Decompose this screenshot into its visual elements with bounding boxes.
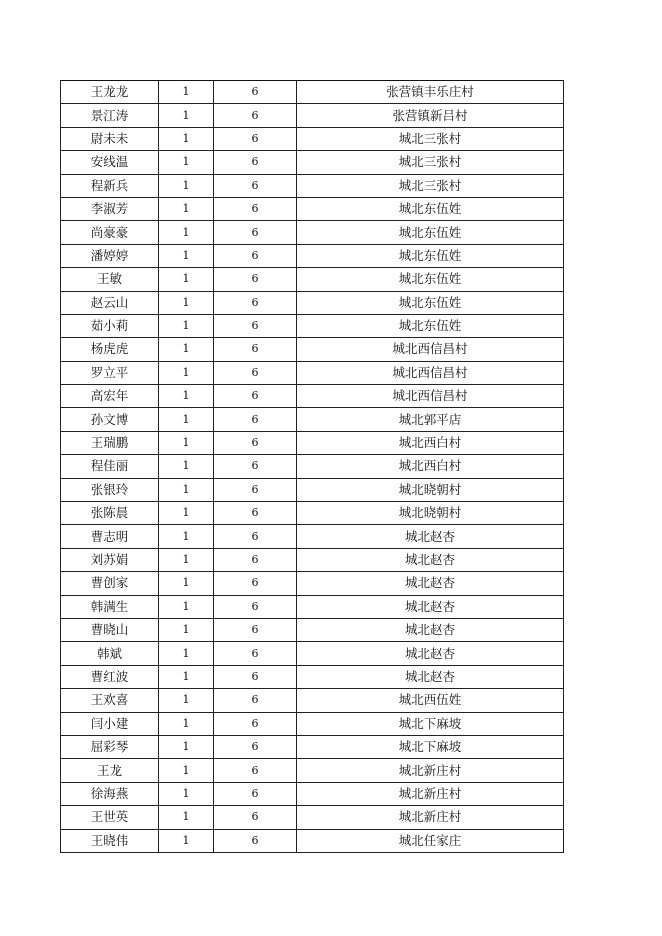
cell-name: 刘苏娟 [61, 548, 159, 571]
cell-place: 城北任家庄 [297, 829, 564, 852]
cell-count: 1 [159, 782, 214, 805]
cell-name: 李淑芳 [61, 197, 159, 220]
cell-count: 1 [159, 268, 214, 291]
cell-count: 1 [159, 151, 214, 174]
table-row [61, 104, 564, 127]
cell-place: 城北东伍姓 [297, 197, 564, 220]
cell-name: 孙文博 [61, 408, 159, 431]
cell-place: 城北新庄村 [297, 782, 564, 805]
cell-count: 1 [159, 244, 214, 267]
cell-name: 王敏 [61, 268, 159, 291]
table-row [61, 759, 564, 782]
cell-code: 6 [214, 174, 297, 197]
cell-name: 张陈晨 [61, 502, 159, 525]
cell-code: 6 [214, 782, 297, 805]
cell-name: 程佳丽 [61, 455, 159, 478]
cell-name: 王晓伟 [61, 829, 159, 852]
table-row [61, 314, 564, 337]
cell-name: 王欢喜 [61, 689, 159, 712]
cell-code: 6 [214, 618, 297, 641]
cell-name: 王世英 [61, 806, 159, 829]
cell-name: 尚豪豪 [61, 221, 159, 244]
data-table [60, 80, 564, 853]
cell-place: 城北东伍姓 [297, 291, 564, 314]
table-row [61, 642, 564, 665]
table-row [61, 81, 564, 104]
cell-code: 6 [214, 525, 297, 548]
table-row [61, 572, 564, 595]
cell-place: 城北西信昌村 [297, 385, 564, 408]
cell-name: 赵云山 [61, 291, 159, 314]
cell-code: 6 [214, 221, 297, 244]
cell-count: 1 [159, 759, 214, 782]
cell-place: 城北东伍姓 [297, 244, 564, 267]
cell-name: 罗立平 [61, 361, 159, 384]
cell-place: 城北新庄村 [297, 806, 564, 829]
cell-place: 城北赵杏 [297, 595, 564, 618]
table-row [61, 221, 564, 244]
cell-code: 6 [214, 735, 297, 758]
cell-place: 城北西白村 [297, 455, 564, 478]
cell-place: 城北三张村 [297, 174, 564, 197]
cell-name: 曹志明 [61, 525, 159, 548]
cell-code: 6 [214, 759, 297, 782]
cell-code: 6 [214, 431, 297, 454]
cell-count: 1 [159, 525, 214, 548]
cell-code: 6 [214, 385, 297, 408]
cell-place: 城北下麻坡 [297, 712, 564, 735]
cell-count: 1 [159, 408, 214, 431]
cell-count: 1 [159, 572, 214, 595]
cell-count: 1 [159, 127, 214, 150]
cell-name: 曹创家 [61, 572, 159, 595]
table-row [61, 268, 564, 291]
cell-count: 1 [159, 81, 214, 104]
cell-code: 6 [214, 642, 297, 665]
cell-count: 1 [159, 595, 214, 618]
table-row [61, 244, 564, 267]
cell-place: 城北西信昌村 [297, 361, 564, 384]
cell-code: 6 [214, 291, 297, 314]
cell-name: 徐海燕 [61, 782, 159, 805]
table-row [61, 525, 564, 548]
cell-count: 1 [159, 548, 214, 571]
cell-count: 1 [159, 221, 214, 244]
cell-count: 1 [159, 104, 214, 127]
cell-count: 1 [159, 314, 214, 337]
cell-place: 城北晓朝村 [297, 502, 564, 525]
cell-place: 城北新庄村 [297, 759, 564, 782]
cell-place: 城北西信昌村 [297, 338, 564, 361]
cell-count: 1 [159, 361, 214, 384]
cell-name: 闫小建 [61, 712, 159, 735]
cell-code: 6 [214, 595, 297, 618]
cell-place: 城北西白村 [297, 431, 564, 454]
cell-count: 1 [159, 197, 214, 220]
cell-code: 6 [214, 244, 297, 267]
table-row [61, 829, 564, 852]
cell-name: 韩满生 [61, 595, 159, 618]
cell-count: 1 [159, 806, 214, 829]
cell-name: 韩斌 [61, 642, 159, 665]
cell-place: 城北赵杏 [297, 525, 564, 548]
table-row [61, 689, 564, 712]
cell-count: 1 [159, 665, 214, 688]
table-row [61, 478, 564, 501]
cell-name: 安线温 [61, 151, 159, 174]
cell-code: 6 [214, 829, 297, 852]
table-row [61, 618, 564, 641]
table-row [61, 782, 564, 805]
cell-count: 1 [159, 618, 214, 641]
cell-place: 城北东伍姓 [297, 268, 564, 291]
cell-name: 景江涛 [61, 104, 159, 127]
table-row [61, 127, 564, 150]
cell-count: 1 [159, 455, 214, 478]
cell-place: 城北赵杏 [297, 548, 564, 571]
cell-count: 1 [159, 338, 214, 361]
cell-name: 高宏年 [61, 385, 159, 408]
cell-name: 曹晓山 [61, 618, 159, 641]
cell-place: 张营镇丰乐庄村 [297, 81, 564, 104]
cell-place: 城北郭平店 [297, 408, 564, 431]
cell-code: 6 [214, 548, 297, 571]
table-row [61, 291, 564, 314]
table-row [61, 361, 564, 384]
cell-count: 1 [159, 431, 214, 454]
cell-name: 王龙 [61, 759, 159, 782]
cell-code: 6 [214, 689, 297, 712]
cell-place: 城北下麻坡 [297, 735, 564, 758]
table-row [61, 665, 564, 688]
cell-place: 城北赵杏 [297, 665, 564, 688]
cell-code: 6 [214, 665, 297, 688]
cell-code: 6 [214, 127, 297, 150]
cell-name: 杨虎虎 [61, 338, 159, 361]
cell-count: 1 [159, 174, 214, 197]
cell-name: 张银玲 [61, 478, 159, 501]
cell-name: 屈彩琴 [61, 735, 159, 758]
cell-code: 6 [214, 455, 297, 478]
table-row [61, 174, 564, 197]
cell-count: 1 [159, 829, 214, 852]
cell-count: 1 [159, 291, 214, 314]
table-row [61, 151, 564, 174]
table-row [61, 431, 564, 454]
cell-code: 6 [214, 104, 297, 127]
cell-count: 1 [159, 385, 214, 408]
cell-code: 6 [214, 806, 297, 829]
cell-count: 1 [159, 478, 214, 501]
cell-code: 6 [214, 408, 297, 431]
cell-code: 6 [214, 572, 297, 595]
cell-code: 6 [214, 268, 297, 291]
cell-name: 曹红波 [61, 665, 159, 688]
table-row [61, 502, 564, 525]
table-row [61, 595, 564, 618]
cell-code: 6 [214, 151, 297, 174]
cell-code: 6 [214, 502, 297, 525]
cell-place: 城北晓朝村 [297, 478, 564, 501]
cell-place: 城北东伍姓 [297, 314, 564, 337]
cell-name: 尉未未 [61, 127, 159, 150]
cell-code: 6 [214, 314, 297, 337]
cell-name: 王瑞鹏 [61, 431, 159, 454]
table-row [61, 455, 564, 478]
cell-code: 6 [214, 712, 297, 735]
cell-count: 1 [159, 735, 214, 758]
cell-code: 6 [214, 338, 297, 361]
table-row [61, 408, 564, 431]
table-row [61, 338, 564, 361]
table-row [61, 548, 564, 571]
table-row [61, 197, 564, 220]
cell-place: 城北西伍姓 [297, 689, 564, 712]
cell-count: 1 [159, 502, 214, 525]
cell-code: 6 [214, 478, 297, 501]
cell-name: 潘婷婷 [61, 244, 159, 267]
cell-count: 1 [159, 642, 214, 665]
cell-count: 1 [159, 712, 214, 735]
cell-place: 城北三张村 [297, 151, 564, 174]
cell-place: 城北三张村 [297, 127, 564, 150]
cell-count: 1 [159, 689, 214, 712]
cell-name: 茹小莉 [61, 314, 159, 337]
table-row [61, 385, 564, 408]
table-row [61, 712, 564, 735]
table-row [61, 735, 564, 758]
cell-place: 张营镇新吕村 [297, 104, 564, 127]
cell-place: 城北赵杏 [297, 572, 564, 595]
table-body [61, 81, 564, 853]
cell-code: 6 [214, 81, 297, 104]
cell-place: 城北赵杏 [297, 618, 564, 641]
cell-name: 程新兵 [61, 174, 159, 197]
table-row [61, 806, 564, 829]
cell-code: 6 [214, 361, 297, 384]
cell-place: 城北赵杏 [297, 642, 564, 665]
cell-name: 王龙龙 [61, 81, 159, 104]
cell-place: 城北东伍姓 [297, 221, 564, 244]
cell-code: 6 [214, 197, 297, 220]
